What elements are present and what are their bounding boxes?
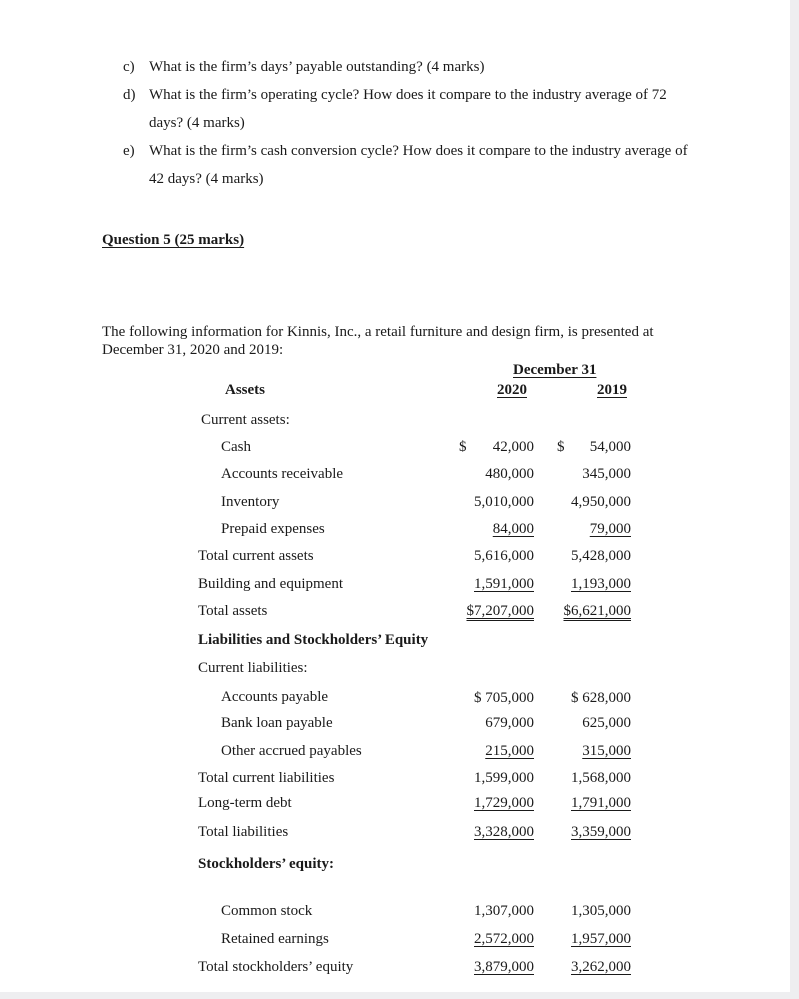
value-2020: 1,729,000 <box>474 795 534 811</box>
question-c-text: What is the firm’s days’ payable outstanding? (4 marks) <box>149 59 485 75</box>
row-label: Other accrued payables <box>221 743 362 759</box>
row-label: Accounts receivable <box>221 466 344 482</box>
value-2019: 5,428,000 <box>571 548 631 564</box>
value-2020: 1,599,000 <box>474 770 534 786</box>
question-d-text: What is the firm’s operating cycle? How does it compare to the industry average of 72 <box>149 87 667 103</box>
row-label: Current assets: <box>201 412 290 428</box>
value-2020: 5,616,000 <box>474 548 534 564</box>
value-2020: 1,307,000 <box>474 903 534 919</box>
header-year-2020: 2020 <box>497 382 527 398</box>
row-label: Cash <box>221 439 251 455</box>
intro-line-1: The following information for Kinnis, Inc., a retail furniture and design firm, is presented at <box>102 324 654 340</box>
value-2019: 1,305,000 <box>571 903 631 919</box>
value-2020: 1,591,000 <box>474 576 534 592</box>
value-2019: 315,000 <box>582 743 631 759</box>
row-label: Prepaid expenses <box>221 521 325 537</box>
value-2019: 3,262,000 <box>571 959 631 975</box>
value-2020: 3,879,000 <box>474 959 534 975</box>
value-2020: 2,572,000 <box>474 931 534 947</box>
value-2019: 3,359,000 <box>571 824 631 840</box>
row-label: Total current assets <box>198 548 314 564</box>
value-2019: 625,000 <box>582 715 631 731</box>
row-label: Building and equipment <box>198 576 343 592</box>
row-label: Retained earnings <box>221 931 329 947</box>
row-label: Total stockholders’ equity <box>198 959 354 975</box>
header-assets: Assets <box>225 382 265 398</box>
row-label: Current liabilities: <box>198 660 308 676</box>
value-2020: 5,010,000 <box>474 494 534 510</box>
value-2019: $ 628,000 <box>571 690 631 706</box>
row-label: Accounts payable <box>221 689 329 705</box>
question-d-letter: d) <box>123 87 136 103</box>
section-heading: Question 5 (25 marks) <box>102 232 245 248</box>
row-label: Total assets <box>198 603 268 619</box>
value-2020: 42,000 <box>492 439 534 455</box>
value-2020: 480,000 <box>485 466 534 482</box>
question-e-letter: e) <box>123 143 135 159</box>
question-e-text-cont: 42 days? (4 marks) <box>149 171 264 187</box>
value-2019: 79,000 <box>589 521 631 537</box>
value-2020: $ 705,000 <box>474 690 534 706</box>
row-label: Long-term debt <box>198 795 292 811</box>
row-label: Total current liabilities <box>198 770 335 786</box>
row-label: Total liabilities <box>198 824 289 840</box>
value-2019: 345,000 <box>582 466 631 482</box>
dollar-sign: $ <box>459 439 467 455</box>
value-2019: 1,957,000 <box>571 931 631 947</box>
value-2019: 54,000 <box>589 439 631 455</box>
value-2020: 84,000 <box>492 521 534 537</box>
value-2020: 215,000 <box>485 743 534 759</box>
question-e-text: What is the firm’s cash conversion cycle? How does it compare to the industry average of <box>149 143 688 159</box>
header-date: December 31 <box>513 362 597 378</box>
value-2020: 679,000 <box>485 715 534 731</box>
row-label: Bank loan payable <box>221 715 333 731</box>
value-2019: 1,568,000 <box>571 770 631 786</box>
question-c-letter: c) <box>123 59 135 75</box>
row-label: Common stock <box>221 903 313 919</box>
header-year-2019: 2019 <box>597 382 627 398</box>
value-2019: 4,950,000 <box>571 494 631 510</box>
value-2020: $7,207,000 <box>466 603 534 619</box>
value-2020: 3,328,000 <box>474 824 534 840</box>
question-d-text-cont: days? (4 marks) <box>149 115 245 131</box>
value-2019: 1,791,000 <box>571 795 631 811</box>
intro-line-2: December 31, 2020 and 2019: <box>102 342 284 358</box>
section-label: Liabilities and Stockholders’ Equity <box>198 632 429 648</box>
value-2019: $6,621,000 <box>563 603 631 619</box>
dollar-sign: $ <box>557 439 565 455</box>
value-2019: 1,193,000 <box>571 576 631 592</box>
row-label: Inventory <box>221 494 280 510</box>
section-label: Stockholders’ equity: <box>198 856 334 872</box>
